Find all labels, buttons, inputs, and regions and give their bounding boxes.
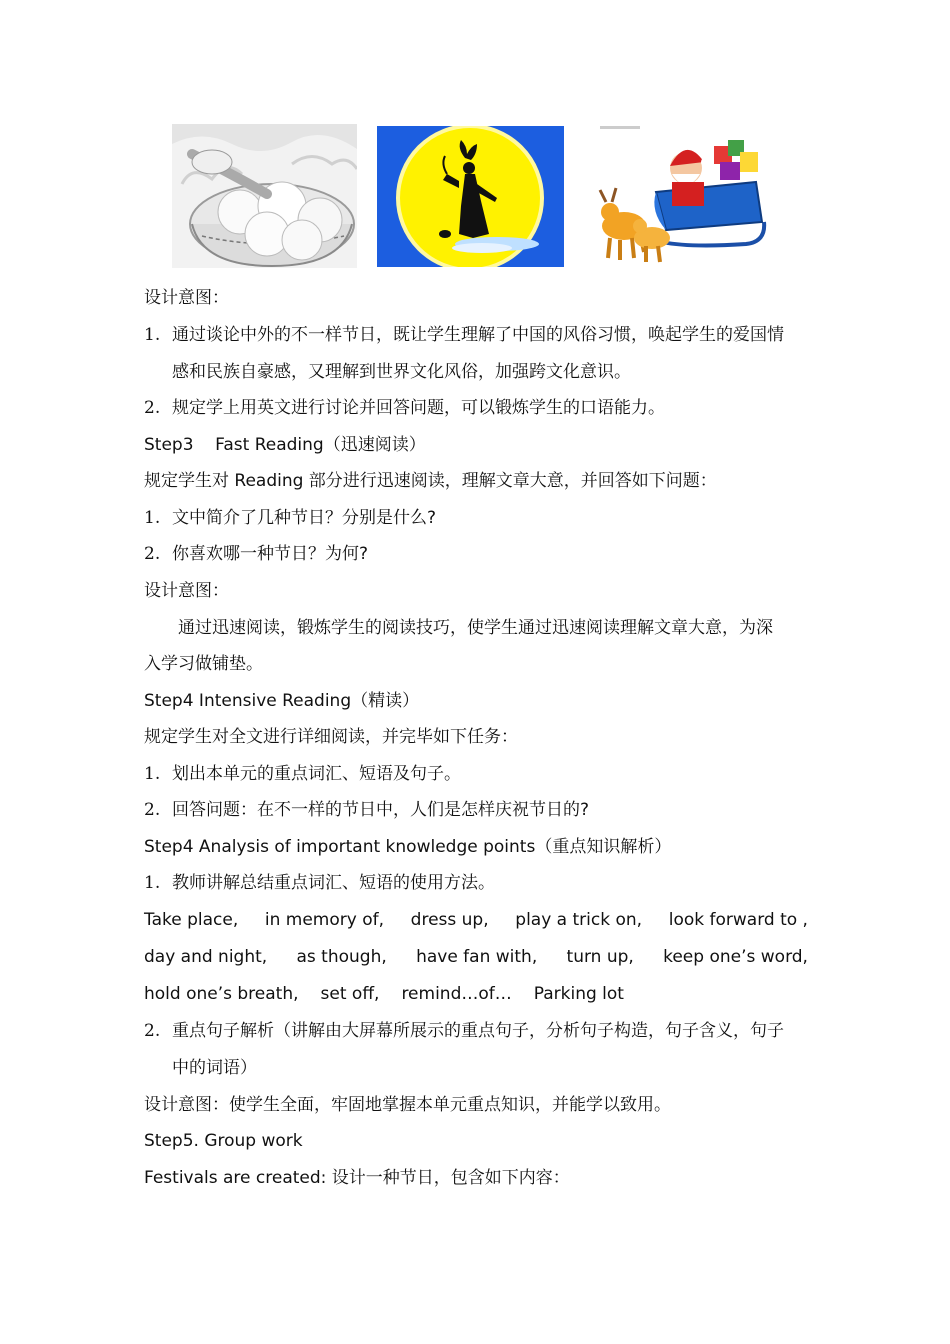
- analysis-point-2: [144, 1020, 814, 1042]
- analysis-point-2-cont: 中的词语）: [172, 1058, 257, 1078]
- phrase: have fan with,: [416, 947, 538, 967]
- step5-heading: Step5. Group work: [144, 1131, 303, 1151]
- step3-question-2: [144, 543, 814, 565]
- phrase: Take place,: [144, 910, 239, 930]
- design-intent-2-line-2: 入学习做铺垫。: [144, 654, 263, 674]
- list-number: 2.: [144, 544, 161, 564]
- list-number: 2.: [144, 1021, 161, 1041]
- tangyuan-bowl-image: [172, 124, 357, 268]
- list-item-text: 通过谈论中外的不一样节日，既让学生理解了中国的风俗习惯，唤起学生的爱国情: [172, 325, 784, 345]
- design-intent-title-2: 设计意图：: [144, 581, 229, 601]
- phrase-row-3: [144, 983, 624, 1005]
- phrase: dress up,: [410, 910, 489, 930]
- phrase: hold one’s breath,: [144, 984, 299, 1004]
- list-item-text: 你喜欢哪一种节日？为何?: [172, 544, 369, 564]
- list-item-text: 文中简介了几种节日？分别是什么?: [172, 508, 437, 528]
- list-number: 1.: [144, 764, 161, 784]
- phrase: set off,: [320, 984, 380, 1004]
- step5-line-1: Festivals are created: 设计一种节日，包含如下内容：: [144, 1168, 570, 1188]
- phrase: as though,: [296, 947, 387, 967]
- design-intent-3: 设计意图：使学生全面，牢固地掌握本单元重点知识，并能学以致用。: [144, 1095, 671, 1115]
- list-number: 2.: [144, 800, 161, 820]
- design-intent-item-1-cont: 感和民族自豪感，又理解到世界文化风俗，加强跨文化意识。: [172, 362, 631, 382]
- step4-intensive-instruction: 规定学生对全文进行详细阅读，并完毕如下任务：: [144, 727, 518, 747]
- step4-intensive-heading: Step4 Intensive Reading（精读）: [144, 691, 420, 711]
- list-number: 1.: [144, 873, 161, 893]
- list-number: 1.: [144, 508, 161, 528]
- phrase: keep one’s word,: [663, 947, 808, 967]
- phrase: Parking lot: [533, 984, 624, 1004]
- phrase-row-2: [144, 946, 808, 968]
- phrase: in memory of,: [264, 910, 385, 930]
- list-item-text: 回答问题：在不一样的节日中，人们是怎样庆祝节日的?: [172, 800, 590, 820]
- list-item-text: 规定学上用英文进行讨论并回答问题，可以锻炼学生的口语能力。: [172, 398, 665, 418]
- phrase: play a trick on,: [515, 910, 643, 930]
- list-item-text: 划出本单元的重点词汇、短语及句子。: [172, 764, 461, 784]
- list-item-text: 重点句子解析（讲解由大屏幕所展示的重点句子，分析句子构造，句子含义，句子: [172, 1021, 784, 1041]
- phrase: turn up,: [566, 947, 634, 967]
- phrase: look forward to ,: [668, 910, 808, 930]
- phrase: remind…of…: [401, 984, 512, 1004]
- step3-heading: Step3 Fast Reading（迅速阅读）: [144, 435, 426, 455]
- santa-sleigh-image: [596, 122, 772, 268]
- analysis-point-1: [144, 872, 814, 894]
- design-intent-2-line-1: 通过迅速阅读，锻炼学生的阅读技巧，使学生通过迅速阅读理解文章大意，为深: [178, 618, 773, 638]
- phrase-row-1: [144, 909, 808, 931]
- design-intent-item-1: [144, 324, 814, 346]
- step3-question-1: [144, 507, 814, 529]
- step4-task-2: [144, 799, 814, 821]
- phrase: day and night,: [144, 947, 268, 967]
- step3-instruction: 规定学生对 Reading 部分进行迅速阅读，理解文章大意，并回答如下问题：: [144, 471, 717, 491]
- list-item-text: 教师讲解总结重点词汇、短语的使用方法。: [172, 873, 495, 893]
- change-moon-image: [377, 126, 564, 267]
- step4-task-1: [144, 763, 814, 785]
- list-number: 1.: [144, 325, 161, 345]
- design-intent-item-2: [144, 397, 814, 419]
- image-row: [0, 122, 950, 270]
- design-intent-title-1: 设计意图：: [144, 288, 229, 308]
- step4-analysis-heading: Step4 Analysis of important knowledge points（重点知识解析）: [144, 837, 672, 857]
- list-number: 2.: [144, 398, 161, 418]
